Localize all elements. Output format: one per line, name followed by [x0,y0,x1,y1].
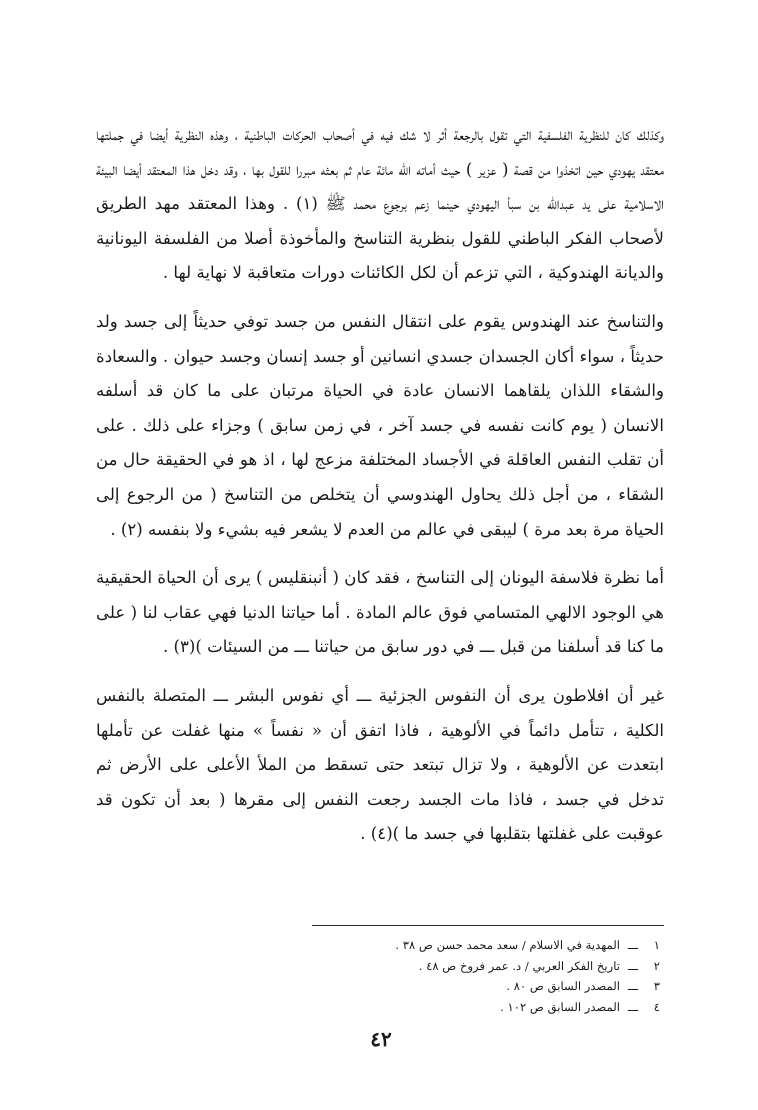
page-body [96,118,664,852]
footnote-text: تاريخ الفكر العربي / د. عمر فروخ ص ٤٨ . [418,958,620,973]
footnote-text: المصدر السابق ص ٨٠ . [506,979,620,993]
footnote-number: ٤ [653,999,660,1014]
footnote-dash: ـــ [627,979,639,993]
footnote-divider [312,925,664,926]
footnote-number: ٣ [653,979,660,993]
footnote-dash: ـــ [627,999,639,1014]
footnote [320,935,660,956]
paragraph: غير أن افلاطون يرى أن النفوس الجزئية ـــ أي نفوس البشر ـــ المتصلة بالنفس الكلية ، تتأمل دائماً في الألوهية ، فاذا اتفق أن « نفساً » منها غفلت عن تأملها ابتعدت عن الألوهية ، ولا تزال تبتعد حتى تسقط من الملأ الأعلى على الأرض ثم تدخل في جسد ، فاذا مات الجسد رجعت النفس إلى مقرها ( بعد أن تكون قد عوقبت على غفلتها بتقلبها في جسد ما )(٤) . [96,685,664,844]
page-number: ٤٢ [370,1027,392,1051]
footnote [320,976,660,997]
footnote-dash: ـــ [627,958,639,973]
footnote-dash: ـــ [627,938,639,952]
footnotes-list [320,935,660,1017]
paragraph: وكذلك كان للنظرية الفلسفية التي تقول بالرجعة أثر لا شك فيه في أصحاب الحركات الباطنية ، وهذه النظرية أيضا في جملتها معتقد يهودي حين اتخذوا من قصة ( عزير ) حيث أماته الله مائة عام ثم بعثه مبررا للقول بها ، وقد دخل هذا المعتقد أيضا البيئة الاسلامية على يد عبدالله بن سبأ اليهودي حينما زعم برجوع محمد ﷺ (١) . وهذا المعتقد مهد الطريق لأصحاب الفكر الباطني للقول بنظرية التناسخ والمأخوذة أصلا من الفلسفة اليونانية والديانة الهندوكية ، التي تزعم أن لكل الكائنات دورات متعاقبة لا نهاية لها . [96,125,664,283]
footnote-number: ٢ [653,958,660,973]
footnote-number: ١ [653,938,660,952]
footnote-text: المصدر السابق ص ١٠٢ . [500,999,620,1014]
paragraph: والتناسخ عند الهندوس يقوم على انتقال النفس من جسد توفي حديثاً إلى جسد ولد حديثاً ، سواء أكان الجسدان جسدي انسانين أو جسد إنسان وجسد حيوان . والسعادة والشقاء اللذان يلقاهما الانسان عادة في الحياة مرتبان على ما كان قد أسلفه الانسان ( يوم كانت نفسه في جسد آخر ، في زمن سابق ) وجزاء على ذلك . على أن تقلب النفس العاقلة في الأجساد المختلفة مزعج لها ، اذ هو في الحقيقة حال من الشقاء ، من أجل ذلك يحاول الهندوسي أن يتخلص من التناسخ ( من الرجوع إلى الحياة مرة بعد مرة ) ليبقى في عالم من العدم لا يشعر فيه بشيء ولا بنفسه (٢) . [96,311,664,539]
paragraph: أما نظرة فلاسفة اليونان إلى التناسخ ، فقد كان ( أنبنقليس ) يرى أن الحياة الحقيقية هي الوجود الالهي المتسامي فوق عالم المادة . أما حياتنا الدنيا فهي عقاب لنا ( على ما كنا قد أسلفنا من قبل ـــ في دور سابق من حياتنا ـــ من السيئات )(٣) . [96,568,664,657]
footnote-text: المهدية في الاسلام / سعد محمد حسن ص ٣٨ . [395,938,620,952]
footnote [320,956,660,977]
footnote [320,997,660,1018]
